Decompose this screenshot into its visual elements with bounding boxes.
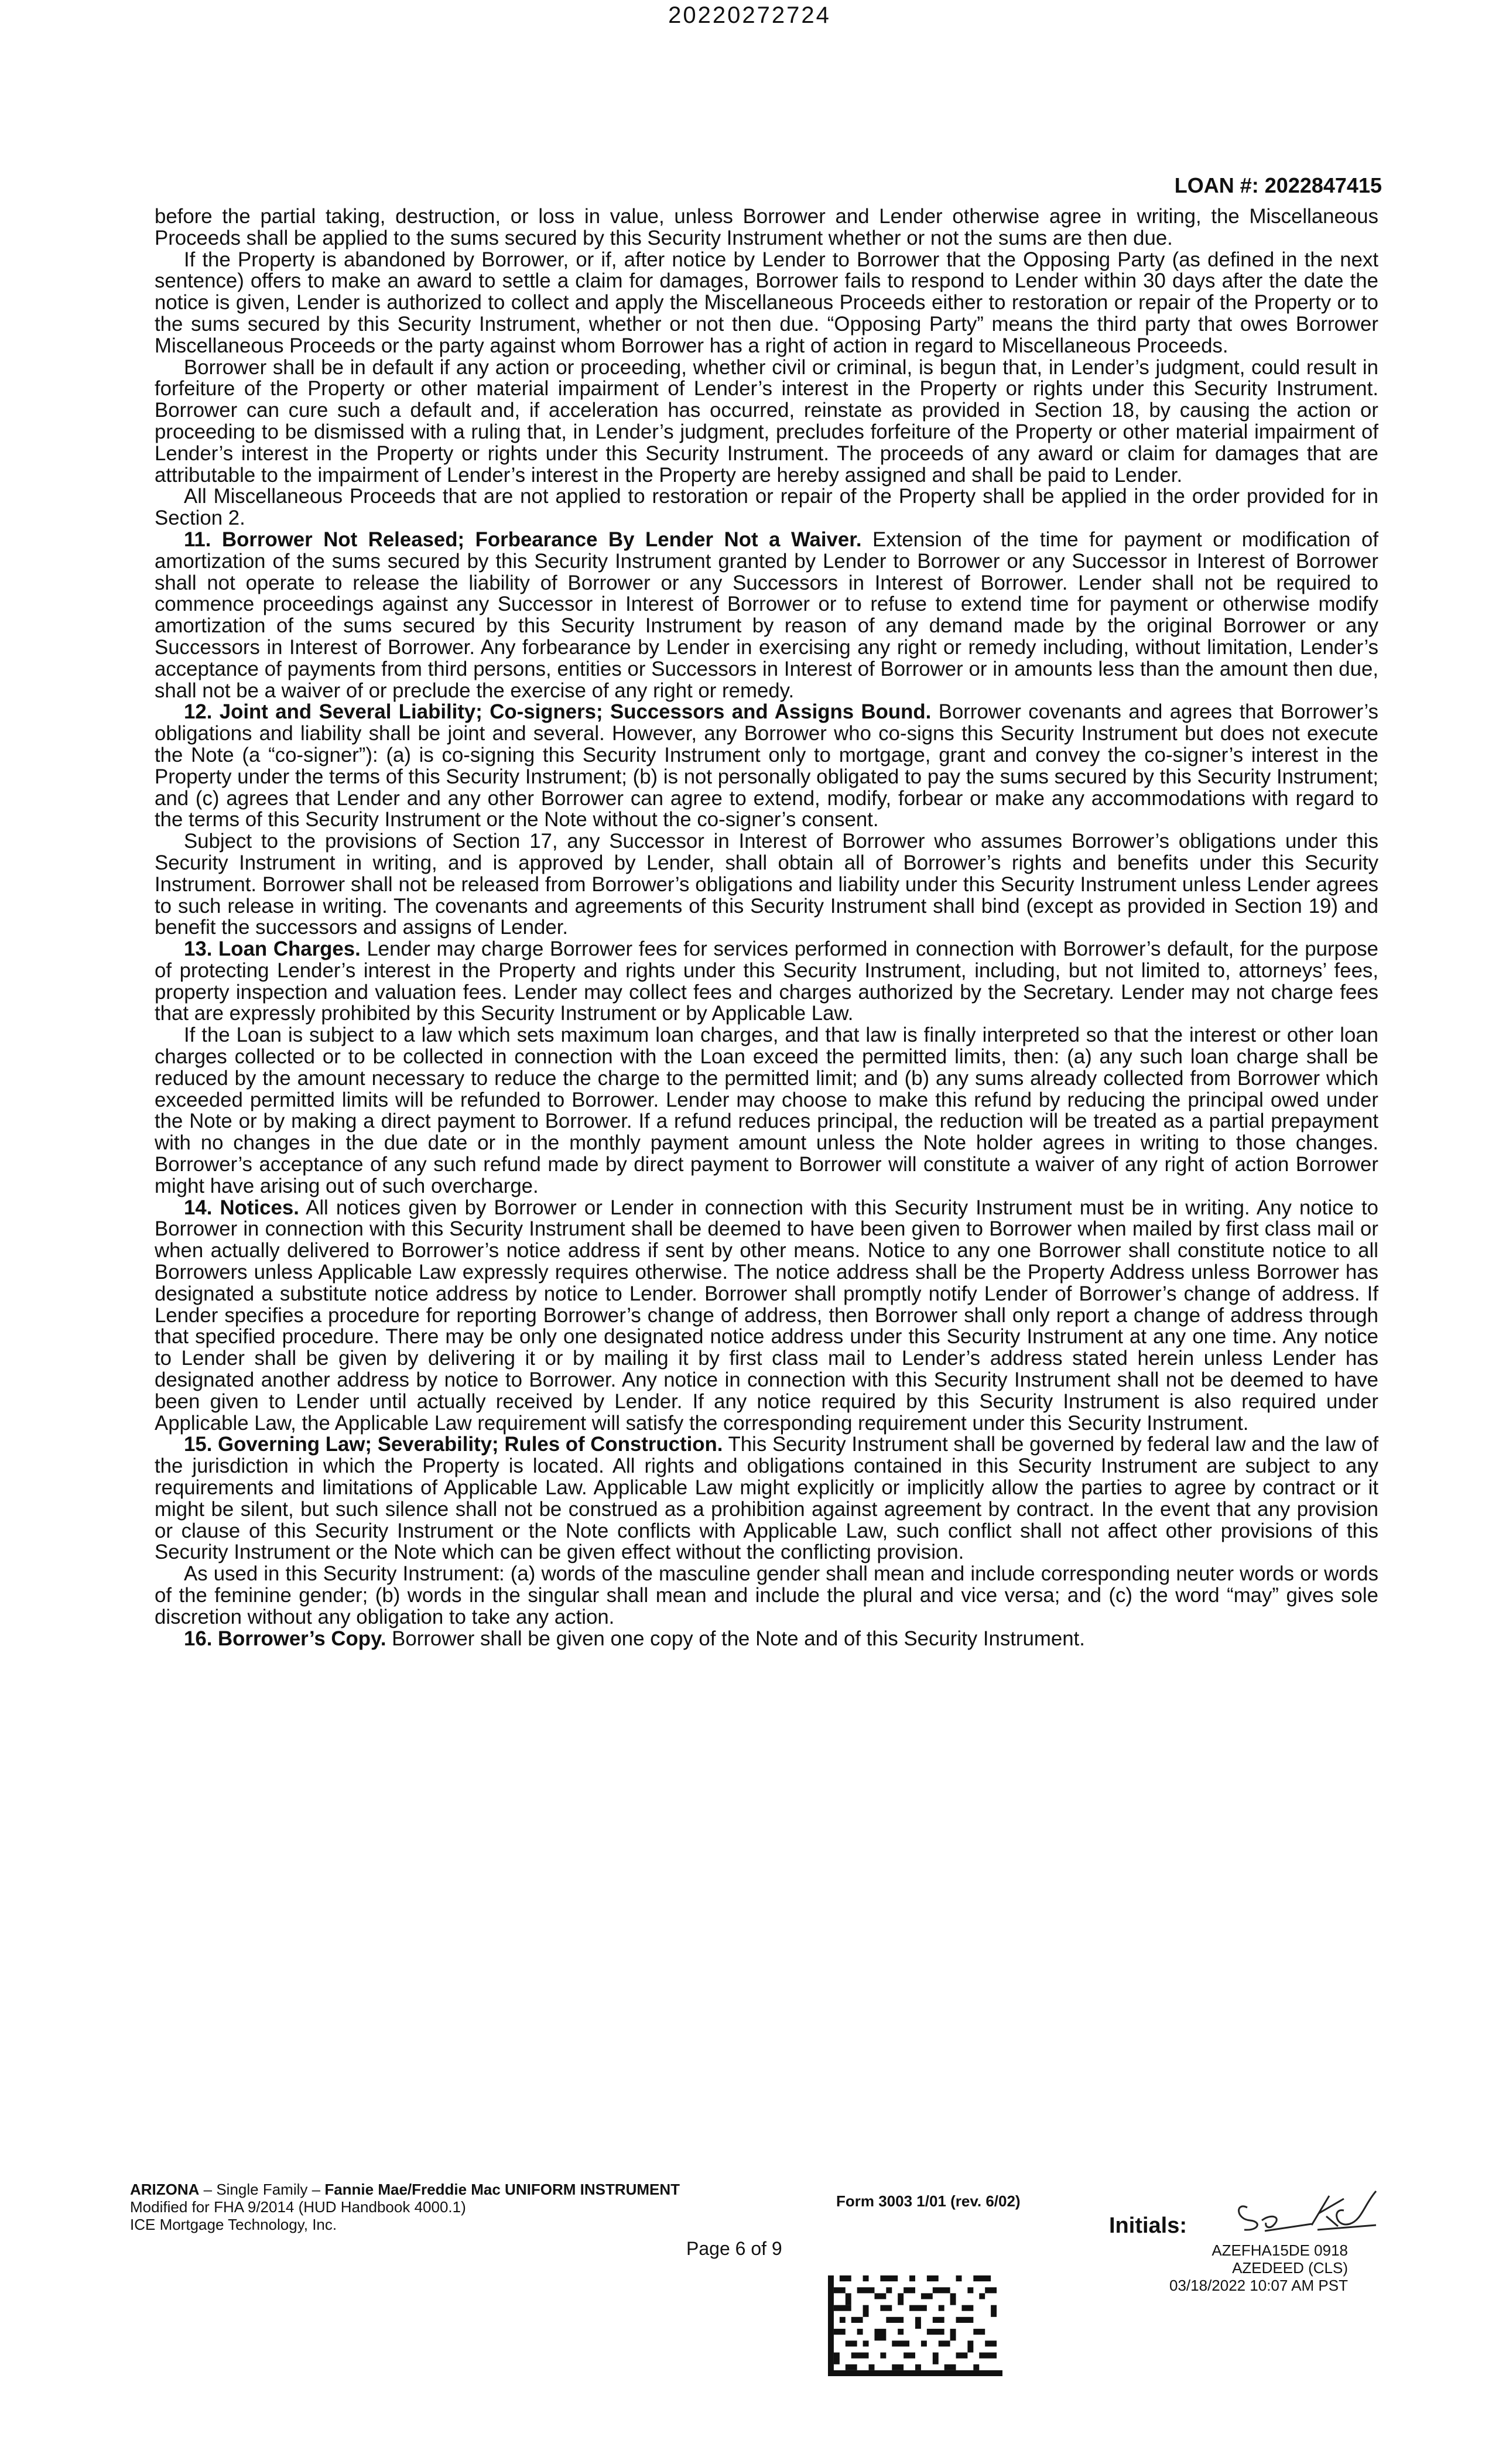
- section-15: [155, 1434, 1378, 1563]
- section-16: [155, 1628, 1378, 1650]
- paragraph: Borrower shall be in default if any action or proceeding, whether civil or criminal, is begun that, in Lender’s judgment, could result in forfeiture of the Property or other material impairment of Lender’s interest in the Property or rights under this Security Instrument. Borrower can cure such a default and, if acceleration has occurred, reinstate as provided in Section 18, by causing the action or proceeding to be dismissed with a ruling that, in Lender’s judgment, precludes forfeiture of the Property or other material impairment of Lender’s interest in the Property or rights under this Security Instrument. The proceeds of any award or claim for damages that are attributable to the impairment of Lender’s interest in the Property are hereby assigned and shall be paid to Lender.: [155, 355, 1378, 487]
- section-text: Borrower shall be given one copy of the Note and of this Security Instrument.: [386, 1627, 1085, 1650]
- document-body: [155, 206, 1378, 1649]
- form-number: Form 3003 1/01 (rev. 6/02): [836, 2192, 1021, 2210]
- section-text: This Security Instrument shall be governed by federal law and the law of the jurisdiction in which the Property is located. All rights and obligations contained in this Security Instrument are subject to any requirements and limitations of Applicable Law. Applicable Law might explicitly or implicitly allow the parties to agree by contract or it might be silent, but such silence shall not be construed as a prohibition against agreement by contract. In the event that any provision or clause of this Security Instrument or the Note conflicts with Applicable Law, such conflict shall not affect other provisions of this Security Instrument or the Note which can be given effect without the conflicting provision.: [155, 1433, 1379, 1564]
- form-footer: [130, 2181, 680, 2233]
- form-instrument-name: Fannie Mae/Freddie Mac UNIFORM INSTRUMENT: [324, 2181, 680, 2198]
- paragraph: As used in this Security Instrument: (a) words of the masculine gender shall mean and include corresponding neuter words or words of the feminine gender; (b) words in the singular shall mean and include the plural and vice versa; and (c) the word “may” gives sole discretion without any obligation to take any action.: [155, 1562, 1378, 1628]
- section-text: Lender may charge Borrower fees for services performed in connection with Borrower’s default, for the purpose of protecting Lender’s interest in the Property and rights under this Security Instrument, including, but not limited to, attorneys’ fees, property inspection and valuation fees. Lender may collect fees and charges authorized by the Secretary. Lender may not charge fees that are expressly prohibited by this Security Instrument or by Applicable Law.: [155, 937, 1378, 1025]
- paragraph: If the Loan is subject to a law which sets maximum loan charges, and that law is finally interpreted so that the interest or other loan charges collected or to be collected in connection with the Loan exceed the permitted limits, then: (a) any such loan charge shall be reduced by the amount necessary to reduce the charge to the permitted limit; and (b) any sums already collected from Borrower which exceeded permitted limits will be refunded to Borrower. Lender may choose to make this refund by reducing the principal owed under the Note or by making a direct payment to Borrower. If a refund reduces principal, the reduction will be treated as a partial prepayment with no changes in the due date or in the monthly payment amount unless the Note holder agrees in writing to those changes. Borrower’s acceptance of any such refund made by direct payment to Borrower will constitute a waiver of any right of action Borrower might have arising out of such overcharge.: [155, 1024, 1378, 1197]
- paragraph: If the Property is abandoned by Borrower, or if, after notice by Lender to Borrower that the Opposing Party (as defined in the next sentence) offers to make an award to settle a claim for damages, Borrower fails to respond to Lender within 30 days after the date the notice is given, Lender is authorized to collect and apply the Miscellaneous Proceeds either to restoration or repair of the Property or to the sums secured by this Security Instrument, whether or not then due. “Opposing Party” means the third party that owes Borrower Miscellaneous Proceeds or the party against whom Borrower has a right of action in regard to Miscellaneous Proceeds.: [155, 248, 1378, 357]
- section-heading: 15. Governing Law; Severability; Rules of Construction.: [184, 1433, 723, 1456]
- page-number: Page 6 of 9: [686, 2238, 782, 2259]
- recording-number: 20220272724: [668, 2, 831, 28]
- form-title-text: – Single Family –: [199, 2181, 325, 2198]
- form-vendor: ICE Mortgage Technology, Inc.: [130, 2216, 337, 2233]
- paragraph: before the partial taking, destruction, or loss in value, unless Borrower and Lender otherwise agree in writing, the Miscellaneous Proceeds shall be applied to the sums secured by this Security Instrument whether or not the sums are then due.: [155, 205, 1378, 249]
- paragraph: All Miscellaneous Proceeds that are not applied to restoration or repair of the Property shall be applied in the order provided for in Section 2.: [155, 485, 1378, 530]
- section-14: [155, 1197, 1378, 1435]
- section-heading: 16. Borrower’s Copy.: [184, 1627, 386, 1650]
- section-11: [155, 529, 1378, 701]
- section-text: Borrower covenants and agrees that Borrower’s obligations and liability shall be joint and several. However, any Borrower who co-signs this Security Instrument but does not execute the Note (a “co-signer”): (a) is co-signing this Security Instrument only to mortgage, grant and convey the co-signer’s interest in the Property under the terms of this Security Instrument; (b) is not personally obligated to pay the sums secured by this Security Instrument; and (c) agrees that Lender and any other Borrower can agree to extend, modify, forbear or make any accommodations with regard to the terms of this Security Instrument or the Note without the co-signer’s consent.: [155, 700, 1378, 831]
- state-name: ARIZONA: [130, 2181, 200, 2198]
- form-code: AZEFHA15DE 0918: [1211, 2241, 1348, 2259]
- deed-code: AZEDEED (CLS): [1232, 2259, 1348, 2277]
- section-text: All notices given by Borrower or Lender in connection with this Security Instrument must be in writing. Any notice to Borrower in connection with this Security Instrument shall be deemed to have been given to Borrower when mailed by first class mail or when actually delivered to Borrower’s notice address if sent by other means. Notice to any one Borrower shall constitute notice to all Borrowers unless Applicable Law expressly requires otherwise. The notice address shall be the Property Address unless Borrower has designated a substitute notice address by notice to Lender. Borrower shall promptly notify Lender of Borrower’s change of address. If Lender specifies a procedure for reporting Borrower’s change of address, then Borrower shall only report a change of address through that specified procedure. There may be only one designated notice address under this Security Instrument at any one time. Any notice to Lender shall be given by delivering it or by mailing it by first class mail to Lender’s address stated herein unless Lender has designated another address by notice to Borrower. Any notice in connection with this Security Instrument shall not be deemed to have been given to Lender until actually received by Lender. If any notice required by this Security Instrument is also required under Applicable Law, the Applicable Law requirement will satisfy the corresponding requirement under this Security Instrument.: [155, 1196, 1378, 1435]
- print-timestamp: 03/18/2022 10:07 AM PST: [1169, 2277, 1348, 2294]
- section-heading: 13. Loan Charges.: [184, 937, 361, 961]
- initials-label: Initials:: [1109, 2213, 1187, 2238]
- paragraph: Subject to the provisions of Section 17, any Successor in Interest of Borrower who assumes Borrower’s obligations under this Security Instrument in writing, and is approved by Lender, shall obtain all of Borrower’s rights and benefits under this Security Instrument. Borrower shall not be released from Borrower’s obligations and liability under this Security Instrument unless Lender agrees to such release in writing. The covenants and agreements of this Security Instrument shall bind (except as provided in Section 19) and benefit the successors and assigns of Lender.: [155, 830, 1378, 939]
- loan-number: LOAN #: 2022847415: [1174, 173, 1382, 197]
- section-13: [155, 939, 1378, 1025]
- barcode-2d: [828, 2275, 1002, 2376]
- form-modification: Modified for FHA 9/2014 (HUD Handbook 4000.1): [130, 2198, 466, 2216]
- initials-signature: [1230, 2184, 1382, 2237]
- section-text: Extension of the time for payment or modification of amortization of the sums secured by this Security Instrument granted by Lender to Borrower or any Successor in Interest of Borrower shall not operate to release the liability of Borrower or any Successors in Interest of Borrower. Lender shall not be required to commence proceedings against any Successor in Interest of Borrower or to refuse to extend time for payment or otherwise modify amortization of the sums secured by this Security Instrument by reason of any demand made by the original Borrower or any Successors in Interest of Borrower. Any forbearance by Lender in exercising any right or remedy including, without limitation, Lender’s acceptance of payments from third persons, entities or Successors in Interest of Borrower or in amounts less than the amount then due, shall not be a waiver of or preclude the exercise of any right or remedy.: [155, 528, 1378, 702]
- section-heading: 11. Borrower Not Released; Forbearance By Lender Not a Waiver.: [184, 528, 862, 551]
- section-12: [155, 701, 1378, 831]
- document-codes: [1169, 2241, 1348, 2294]
- form-title: [130, 2181, 680, 2198]
- section-heading: 12. Joint and Several Liability; Co-signers; Successors and Assigns Bound.: [184, 700, 932, 724]
- section-heading: 14. Notices.: [184, 1196, 299, 1219]
